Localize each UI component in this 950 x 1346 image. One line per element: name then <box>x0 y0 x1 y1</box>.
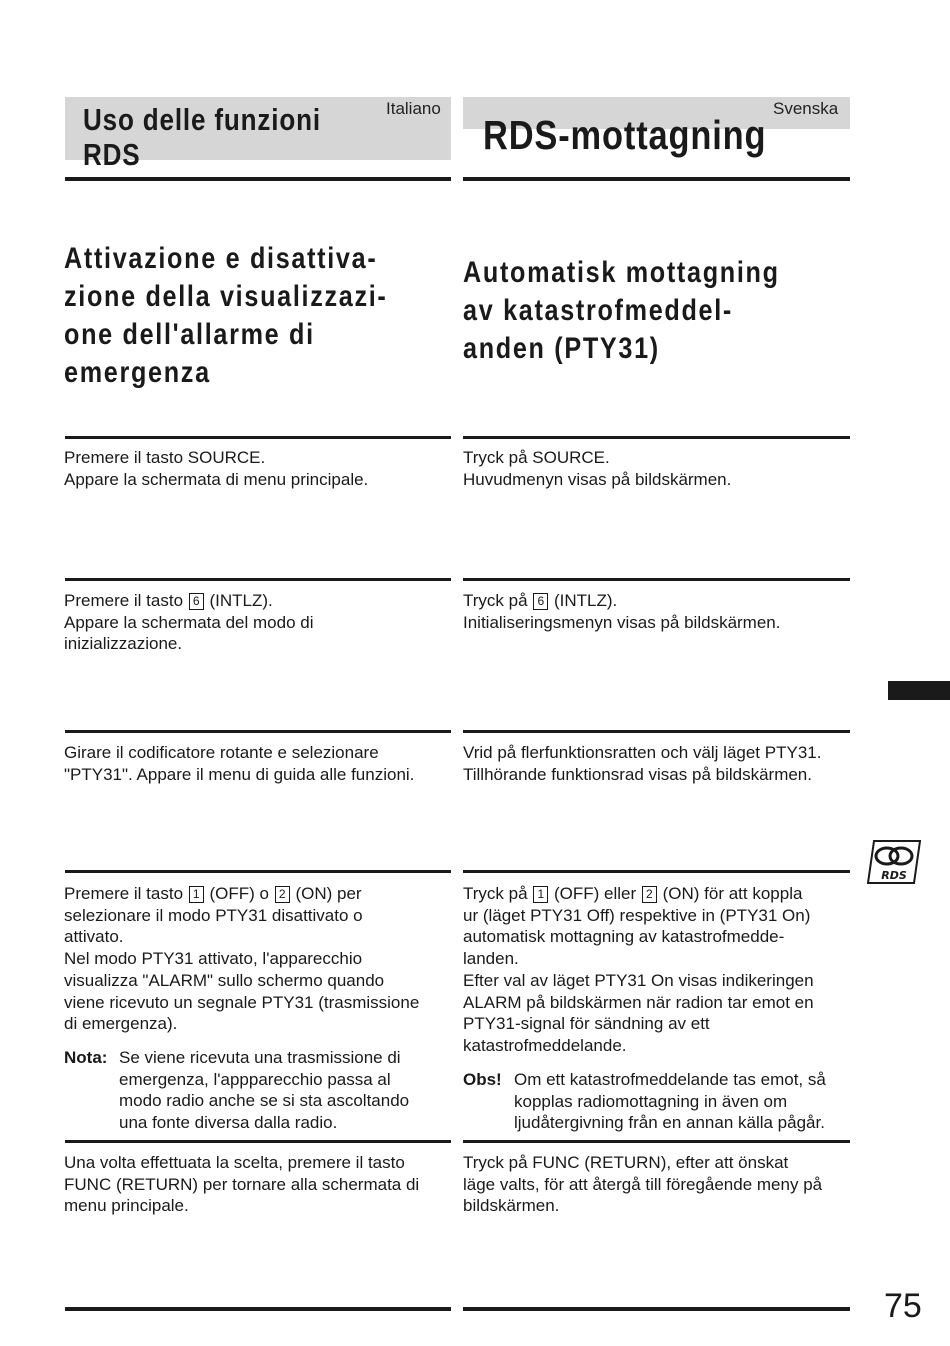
swedish-note-body <box>514 1069 826 1134</box>
italian-divider <box>65 578 451 581</box>
italian-step-3 <box>64 742 414 785</box>
italian-divider <box>65 1140 451 1143</box>
swedish-bottom-rule <box>463 1307 850 1311</box>
step-line: Vrid på flerfunktionsratten och välj läget PTY31. <box>463 743 822 762</box>
step-line: menu principale. <box>64 1196 189 1216</box>
note-line: ljudåtergivning från en annan källa pågår. <box>514 1113 825 1133</box>
key-2-icon: 2 <box>275 886 290 903</box>
step-text: Premere il tasto <box>64 591 188 610</box>
swedish-divider <box>463 578 850 581</box>
step-line: "PTY31". Appare il menu di guida alle funzioni. <box>64 764 415 784</box>
step-line: selezionare il modo PTY31 disattivato o <box>64 905 363 925</box>
swedish-divider <box>463 1140 850 1143</box>
step-line: Una volta effettuata la scelta, premere il tasto <box>64 1153 405 1172</box>
italian-title-rule <box>65 177 451 181</box>
step-line: Efter val av läget PTY31 On visas indikeringen <box>463 970 814 990</box>
step-line: ALARM på bildskärmen när radion tar emot en <box>463 992 814 1012</box>
step-line: inizializzazione. <box>64 634 183 654</box>
step-line: Tillhörande funktionsrad visas på bildskärmen. <box>463 764 812 784</box>
italian-subtitle <box>64 240 449 392</box>
step-line: katastrofmeddelande. <box>463 1035 627 1055</box>
step-text: (OFF) o <box>204 884 274 903</box>
step-line: läge valts, för att återgå till föregående meny på <box>463 1174 823 1194</box>
step-line <box>64 590 313 612</box>
rds-logo-text: RDS <box>881 869 907 882</box>
italian-language-label: Italiano <box>386 99 441 118</box>
step-text: (INTLZ). <box>549 591 618 610</box>
italian-divider <box>65 436 451 439</box>
swedish-subtitle-line: Automatisk mottagning <box>463 256 780 289</box>
note-line: modo radio anche se si sta ascoltando <box>119 1091 410 1111</box>
step-line: landen. <box>463 949 519 969</box>
italian-note-body <box>119 1047 409 1134</box>
italian-title <box>83 102 366 172</box>
page-number: 75 <box>884 1287 922 1325</box>
step-line: Tryck på FUNC (RETURN), efter att önskat <box>463 1153 789 1172</box>
italian-step-1 <box>64 447 368 490</box>
italian-subtitle-line: emergenza <box>64 356 211 389</box>
step-line: Premere il tasto SOURCE. <box>64 448 266 467</box>
swedish-subtitle-line: av katastrofmeddel- <box>463 294 734 327</box>
step-line: automatisk mottagning av katastrofmedde- <box>463 927 785 947</box>
step-line: Initialiseringsmenyn visas på bildskärmen. <box>463 612 781 632</box>
swedish-divider <box>463 870 850 873</box>
swedish-step-1 <box>463 447 731 490</box>
italian-step-5 <box>64 1152 419 1217</box>
italian-title-line: Uso delle funzioni <box>83 102 321 137</box>
step-text: Tryck på <box>463 591 533 610</box>
step-line: PTY31-signal för sändning av ett <box>463 1014 710 1034</box>
step-line <box>463 590 780 612</box>
step-line: viene ricevuto un segnale PTY31 (trasmissione <box>64 992 420 1012</box>
step-line: attivato. <box>64 927 124 947</box>
key-1-icon: 1 <box>189 886 204 903</box>
step-line: Tryck på SOURCE. <box>463 448 610 467</box>
note-line: Om ett katastrofmeddelande tas emot, så <box>514 1070 826 1089</box>
step-line <box>64 883 419 905</box>
swedish-note-label: Obs! <box>463 1070 502 1089</box>
rds-logo-icon <box>866 839 922 885</box>
swedish-step-2 <box>463 590 780 633</box>
step-text: (INTLZ). <box>204 591 273 610</box>
italian-subtitle-line: one dell'allarme di <box>64 318 315 351</box>
italian-step-2 <box>64 590 313 655</box>
swedish-divider <box>463 730 850 733</box>
step-text: (ON) per <box>290 884 362 903</box>
key-6-icon: 6 <box>189 593 204 610</box>
italian-divider <box>65 870 451 873</box>
step-text: Premere il tasto <box>64 884 188 903</box>
note-line: una fonte diversa dalla radio. <box>119 1113 338 1133</box>
step-line: visualizza "ALARM" sullo schermo quando <box>64 970 385 990</box>
swedish-language-label: Svenska <box>773 99 839 118</box>
step-line: bildskärmen. <box>463 1196 560 1216</box>
step-line: Huvudmenyn visas på bildskärmen. <box>463 469 732 489</box>
italian-step-4 <box>64 883 419 1035</box>
note-line: Se viene ricevuta una trasmissione di <box>119 1048 401 1067</box>
italian-bottom-rule <box>65 1307 451 1311</box>
note-line: emergenza, l'appparecchio passa al <box>119 1069 391 1089</box>
swedish-divider <box>463 436 850 439</box>
swedish-subtitle-line: anden (PTY31) <box>463 332 660 365</box>
swedish-step-5 <box>463 1152 822 1217</box>
step-text: Tryck på <box>463 884 533 903</box>
step-text: (OFF) eller <box>549 884 641 903</box>
step-line: di emergenza). <box>64 1014 178 1034</box>
step-line: Appare la schermata del modo di <box>64 612 314 632</box>
swedish-title-rule <box>463 177 850 181</box>
swedish-step-3 <box>463 742 821 785</box>
italian-title-line: RDS <box>83 137 141 172</box>
key-1-icon: 1 <box>533 886 548 903</box>
step-text: (ON) för att koppla <box>657 884 803 903</box>
step-line: ur (läget PTY31 Off) respektive in (PTY31 On) <box>463 905 811 925</box>
key-2-icon: 2 <box>642 886 657 903</box>
step-line: Girare il codificatore rotante e selezionare <box>64 743 379 762</box>
key-6-icon: 6 <box>533 593 548 610</box>
section-tab-marker <box>888 681 950 700</box>
swedish-subtitle <box>463 254 840 368</box>
step-line: FUNC (RETURN) per tornare alla schermata di <box>64 1174 420 1194</box>
italian-subtitle-line: zione della visualizzazi- <box>64 280 388 313</box>
step-line: Nel modo PTY31 attivato, l'apparecchio <box>64 949 363 969</box>
swedish-step-4 <box>463 883 814 1057</box>
swedish-title: RDS-mottagning <box>483 112 767 158</box>
step-line <box>463 883 814 905</box>
step-line: Appare la schermata di menu principale. <box>64 469 369 489</box>
italian-note-label: Nota: <box>64 1048 108 1067</box>
italian-subtitle-line: Attivazione e disattiva- <box>64 242 378 275</box>
italian-divider <box>65 730 451 733</box>
note-line: kopplas radiomottagning in även om <box>514 1091 788 1111</box>
